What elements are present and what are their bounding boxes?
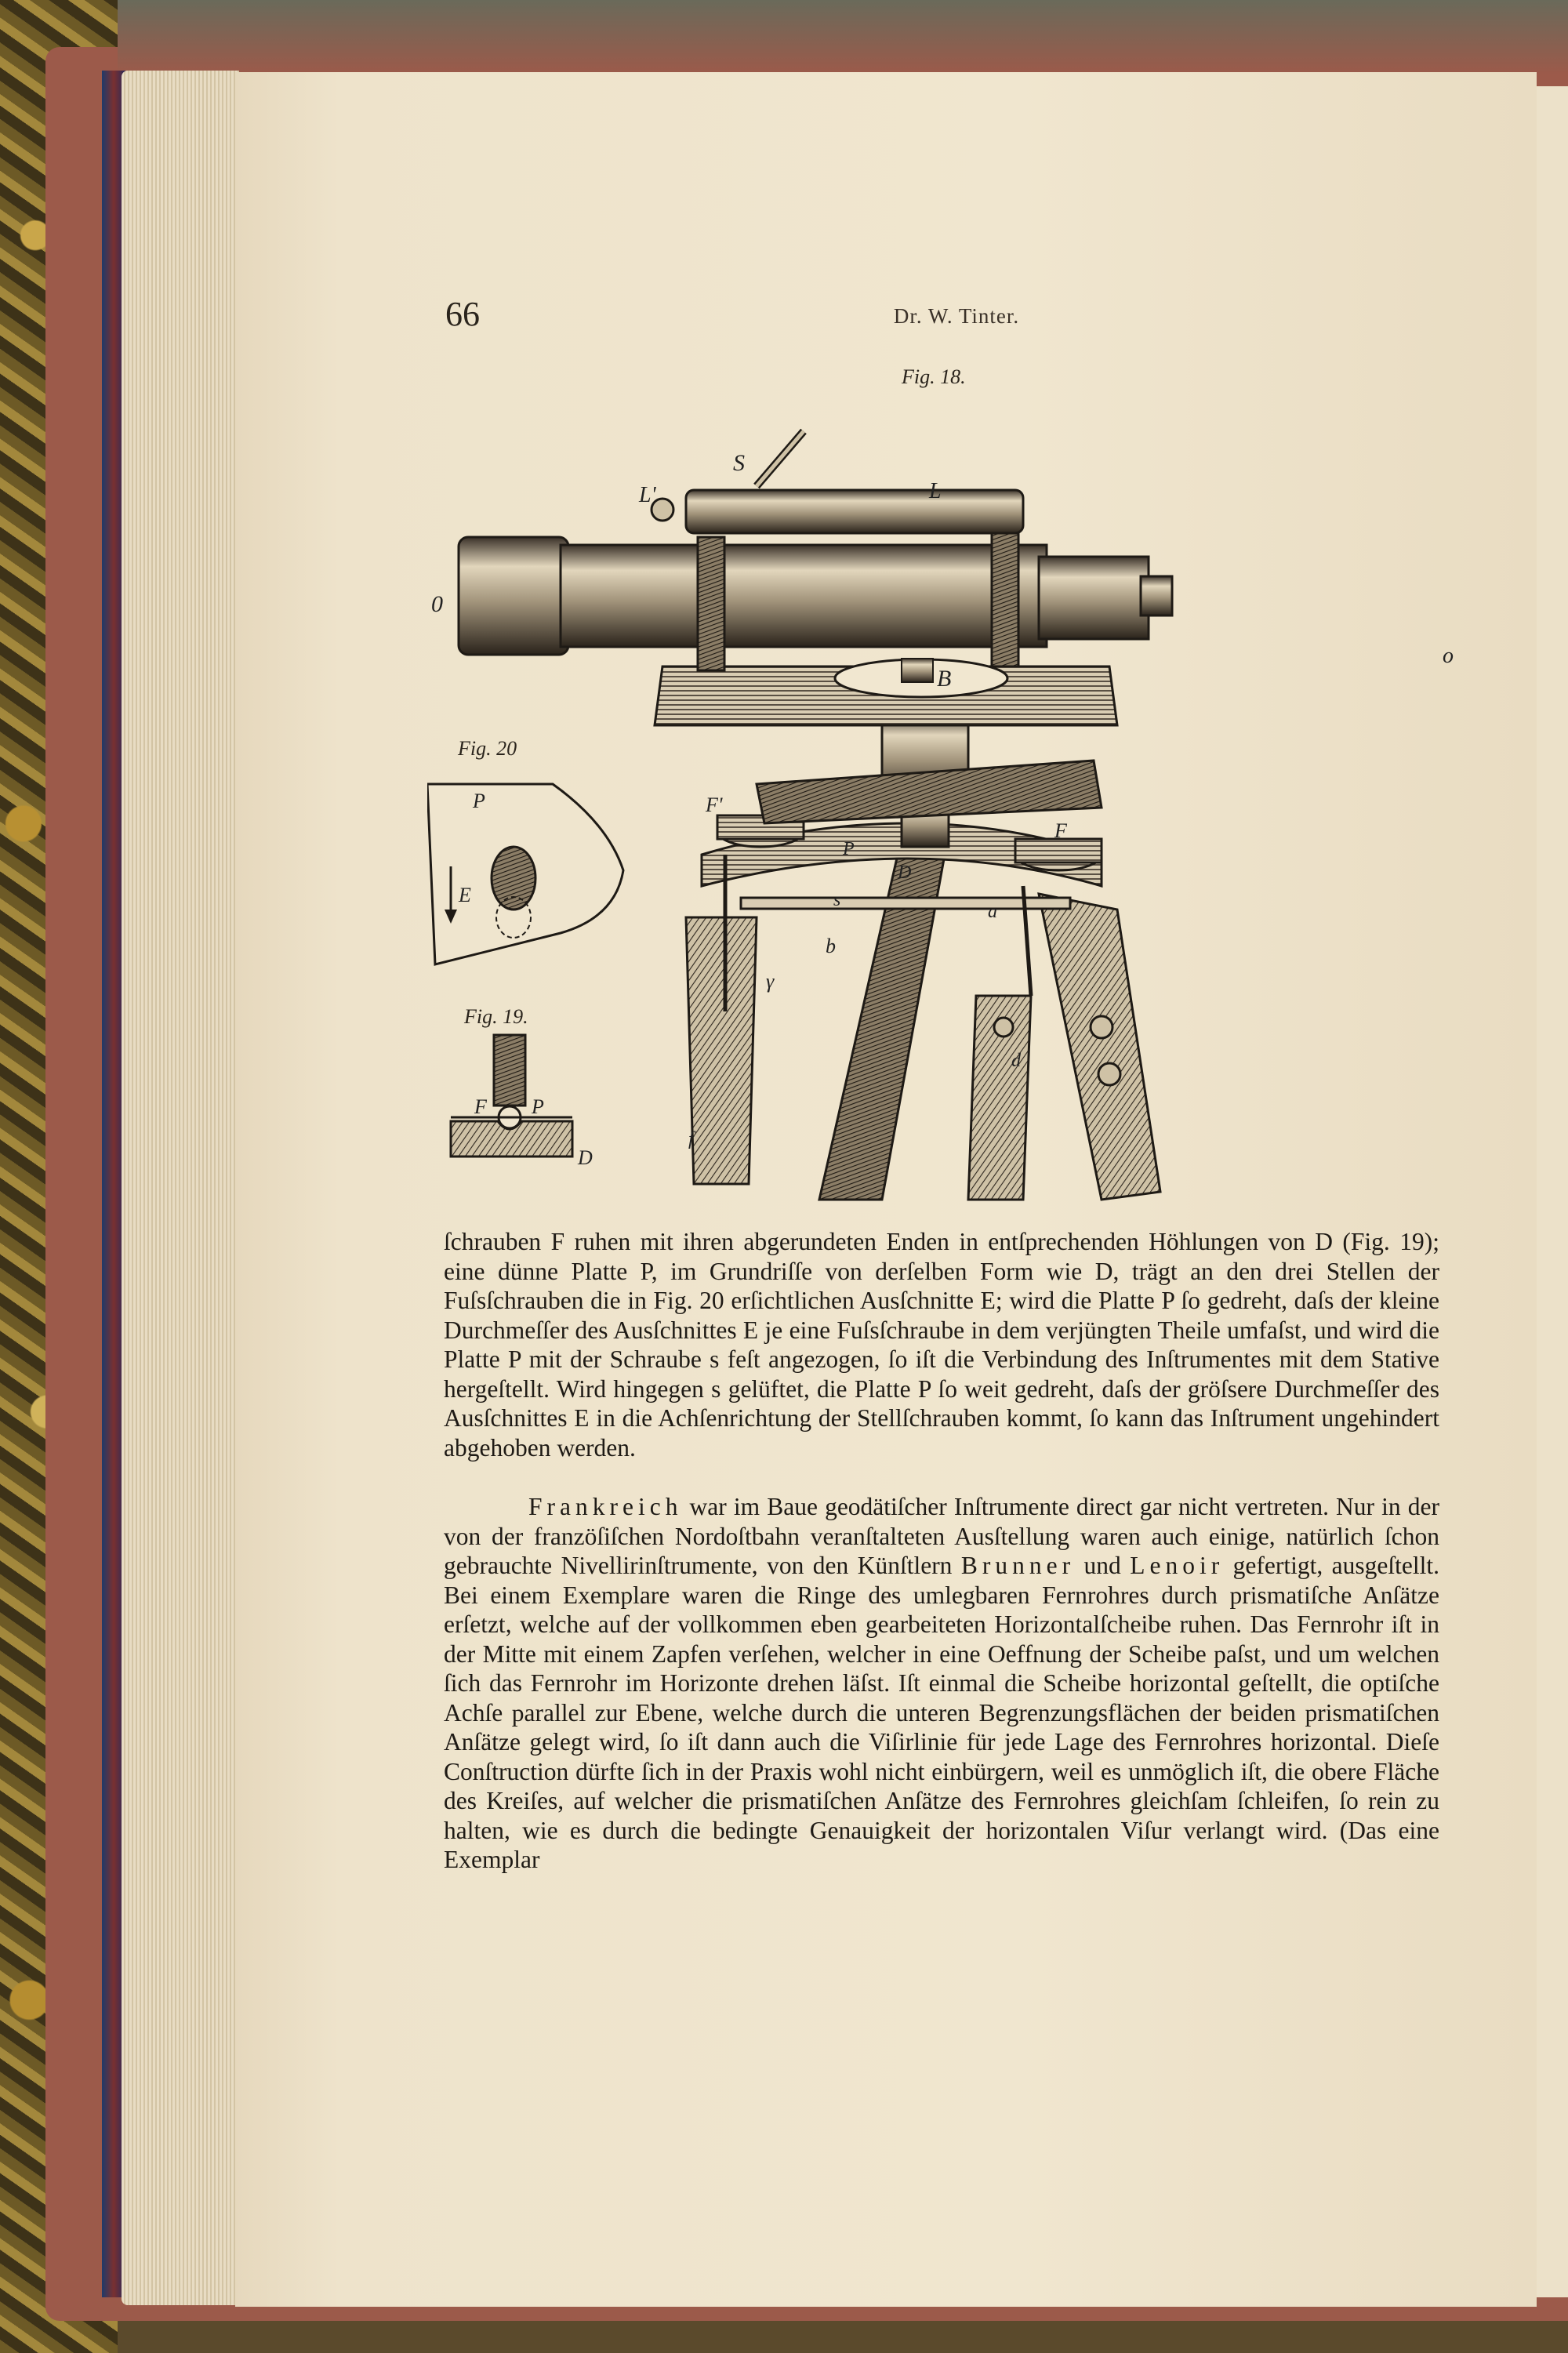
paragraph-1: ſchrauben F ruhen mit ihren abgerundeten Enden in entſprechenden Höhlungen von D (Fig. 19); eine dünne Platte P, im Grundriſſe von derſelben Form wie D, trägt an den drei Stellen der Fuſsſchrauben die in Fig. 20 erſichtlichen Ausſchnitte E; wird die Platte P ſo gedreht, daſs der kleine Durchmeſſer des Ausſchnittes E je eine Fuſsſchraube in dem verjüngten Theile umfaſst, und wird die Platte P mit der Schraube s feſt angezogen, ſo iſt die Verbindung des Inſtrumentes mit dem Stative hergeſtellt. Wird hingegen s gelüftet, die Platte P ſo weit gedreht, daſs der gröſsere Durchmeſſer des Ausſchnittes E in die Achſenrichtung der Stellſchrauben kommt, ſo kann das Inſtrument ungehindert abgehoben werden. — [444, 1228, 1439, 1462]
paragraph-2 — [444, 1492, 1439, 1875]
binding-top-edge — [118, 0, 1568, 74]
word-frankreich: Frankreich — [528, 1493, 683, 1520]
label-s: s — [833, 890, 841, 910]
label-d: d — [1011, 1051, 1021, 1071]
label-fig19-P: P — [532, 1095, 544, 1118]
facing-page-edge — [1533, 86, 1568, 2297]
label-D: D — [898, 862, 912, 883]
fig19-detail — [451, 1035, 572, 1157]
label-o-right: o — [1443, 644, 1454, 668]
label-O-left: 0 — [431, 591, 443, 617]
paragraph-2-part-b: gefertigt, ausgeſtellt. Bei einem Exemplare waren die Ringe des umlegbaren Fernrohres durch prismatiſche Anſätze erſetzt, welche auf der vollkommen eben gearbeiteten Horizontalſcheibe ruhen. Das Fernrohr iſt in der Mitte mit einem Zapfen verſehen, welcher in eine Oeffnung der Scheibe paſst, und um welchen ſich das Fernrohr im Horizonte drehen läſst. Iſt einmal die Scheibe horizontal geſtellt, die optiſche Achſe parallel zur Ebene, welche durch die unteren Begrenzungsflächen der beiden prismatiſchen Anſätze gelegt wird, ſo iſt dann auch die Viſirlinie für jede Lage des Fernrohres horizontal. Dieſe Conſtruction dürfte ſich in der Praxis wohl nicht einbürgern, weil es unmöglich iſt, die obere Fläche des Kreiſes, auf welcher die prismatiſchen Anſätze des Fernrohres gleichſam ſchleifen, ſo rein zu halten, wie es durch die bedingte Genauigkeit der horizontalen Viſur verlangt wird. (Das eine Exemplar — [444, 1552, 1439, 1873]
instrument-engraving — [427, 416, 1470, 1215]
word-brunner: Brunner — [960, 1552, 1076, 1579]
body-text — [444, 1227, 1439, 1875]
label-B: B — [937, 666, 952, 692]
label-b: b — [826, 935, 836, 957]
page-edges — [122, 71, 239, 2305]
word-und: und — [1075, 1552, 1131, 1579]
fig20-caption: Fig. 20 — [458, 737, 517, 760]
word-lenoir: Lenoir — [1130, 1552, 1225, 1579]
label-fig19-F: F — [474, 1095, 487, 1118]
label-L: L — [929, 479, 942, 503]
running-head: Dr. W. Tinter. — [893, 304, 1020, 328]
label-a: a — [988, 902, 997, 922]
page-number: 66 — [445, 295, 480, 333]
label-gamma: γ — [766, 970, 775, 993]
label-fig20-P: P — [473, 790, 485, 812]
label-fig19-D: D — [578, 1146, 593, 1169]
label-S: S — [733, 450, 745, 476]
label-P: P — [843, 839, 855, 859]
label-F: F — [1054, 819, 1067, 842]
label-F-prime: F' — [706, 793, 723, 816]
paragraph-2-part-a: war im Baue geodätiſcher Inſtrumente direct gar nicht vertreten. Nur in der von der franzöſiſchen Nordoſtbahn veranſtalteten Ausſtellung waren auch einige, natürlich ſchon gebrauchte Nivellirinſtrumente, von den Künſtlern — [444, 1493, 1439, 1579]
spirit-level — [652, 431, 1023, 533]
fig18-caption: Fig. 18. — [902, 365, 966, 388]
fig19-caption: Fig. 19. — [464, 1005, 528, 1028]
fig20-detail — [427, 784, 623, 964]
label-f: f — [688, 1129, 694, 1149]
label-E: E — [459, 884, 471, 906]
telescope-tube — [459, 533, 1172, 670]
label-L-prime: L' — [639, 483, 656, 507]
